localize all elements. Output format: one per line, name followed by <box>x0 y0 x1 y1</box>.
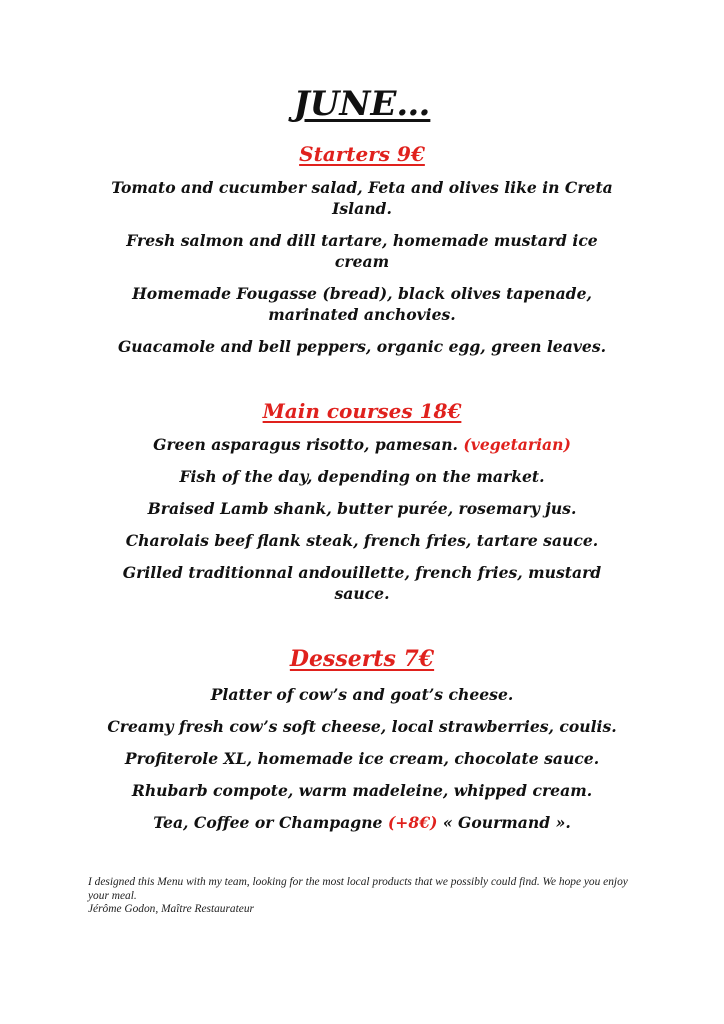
main-item: Charolais beef flank steak, french fries, tartare sauce. <box>125 531 599 550</box>
desserts-heading: Desserts 7€ <box>289 646 435 672</box>
chef-note-text: I designed this Menu with my team, looking for the most local products that we possibly could find. We hope you enjoy your meal. <box>88 876 628 902</box>
dessert-item: Platter of cow’s and goat’s cheese. <box>210 684 514 704</box>
main-item: Fish of the day, depending on the market. <box>179 467 545 486</box>
vegetarian-note: (vegetarian) <box>463 435 571 454</box>
menu-title: JUNE… <box>293 84 431 124</box>
main-item: Braised Lamb shank, butter purée, rosemary jus. <box>147 499 577 518</box>
main-item-text: Green asparagus risotto, pamesan. <box>153 435 464 454</box>
desserts-section <box>100 646 624 844</box>
starter-item: Tomato and cucumber salad, Feta and olives like in Creta Island. <box>111 178 613 218</box>
dessert-item: Rhubarb compote, warm madeleine, whipped cream. <box>131 780 593 800</box>
starter-item: Guacamole and bell peppers, organic egg, green leaves. <box>117 337 607 356</box>
chef-note <box>88 876 648 917</box>
starters-section <box>100 142 624 368</box>
chef-signature: Jérôme Godon, Maître Restaurateur <box>88 903 254 915</box>
dessert-item <box>100 812 624 833</box>
starters-heading: Starters 9€ <box>299 142 425 166</box>
main-item: Grilled traditionnal andouillette, french fries, mustard sauce. <box>122 563 602 603</box>
main-item <box>100 434 624 455</box>
mains-section <box>100 399 624 615</box>
dessert-item: Creamy fresh cow’s soft cheese, local strawberries, coulis. <box>107 716 617 736</box>
starter-item: Homemade Fougasse (bread), black olives tapenade, marinated anchovies. <box>132 284 592 324</box>
supplement-price: (+8€) <box>387 812 438 832</box>
dessert-item: Profiterole XL, homemade ice cream, chocolate sauce. <box>124 748 600 768</box>
dessert-item-text: Tea, Coffee or Champagne <box>153 812 388 832</box>
starter-item: Fresh salmon and dill tartare, homemade mustard ice cream <box>126 231 598 271</box>
dessert-item-suffix: « Gourmand ». <box>437 812 571 832</box>
mains-heading: Main courses 18€ <box>262 399 462 423</box>
